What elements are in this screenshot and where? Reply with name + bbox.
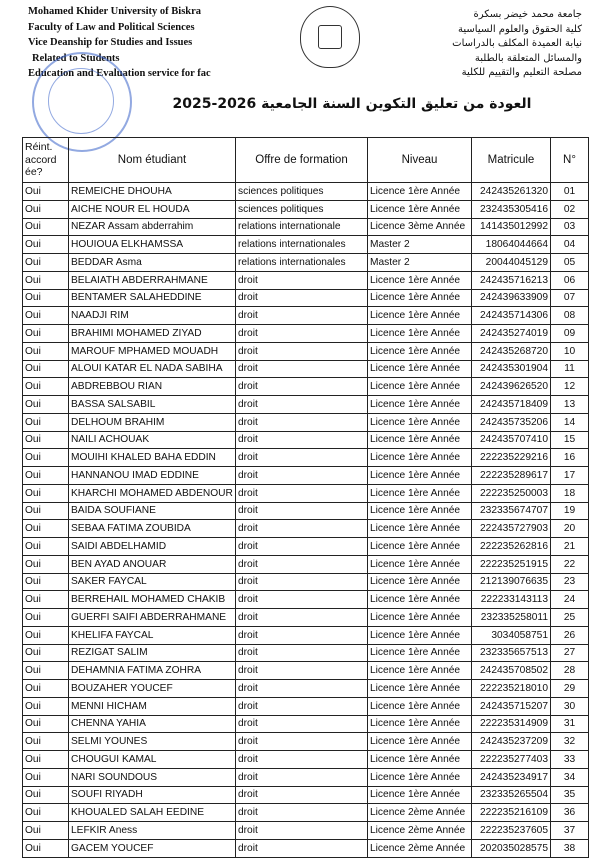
reint-cell: Oui: [23, 431, 69, 449]
offre-cell: droit: [236, 271, 368, 289]
niveau-cell: Licence 1ère Année: [368, 271, 472, 289]
matricule-cell: 242439633909: [472, 289, 551, 307]
niveau-cell: Licence 1ère Année: [368, 644, 472, 662]
student-name-cell: HANNANOU IMAD EDDINE: [69, 467, 236, 485]
header-left-line: Mohamed Khider University of Biskra: [28, 6, 202, 17]
reint-cell: Oui: [23, 609, 69, 627]
number-cell: 15: [551, 431, 589, 449]
matricule-cell: 242435261320: [472, 183, 551, 201]
reint-cell: Oui: [23, 822, 69, 840]
offre-cell: droit: [236, 591, 368, 609]
niveau-cell: Licence 1ère Année: [368, 520, 472, 538]
header-right-line: جامعة محمد خيضر بسكرة: [473, 9, 582, 20]
student-name-cell: HOUIOUA ELKHAMSSA: [69, 236, 236, 254]
niveau-cell: Licence 1ère Année: [368, 680, 472, 698]
reint-cell: Oui: [23, 555, 69, 573]
matricule-cell: 242435714306: [472, 307, 551, 325]
niveau-cell: Licence 1ère Année: [368, 626, 472, 644]
offre-cell: droit: [236, 662, 368, 680]
matricule-cell: 242435716213: [472, 271, 551, 289]
matricule-cell: 222235251915: [472, 555, 551, 573]
header-left-line: Faculty of Law and Political Sciences: [28, 21, 195, 33]
matricule-cell: 232335674707: [472, 502, 551, 520]
reint-cell: Oui: [23, 839, 69, 857]
student-name-cell: NAILI ACHOUAK: [69, 431, 236, 449]
student-name-cell: GUERFI SAIFI ABDERRAHMANE: [69, 609, 236, 627]
number-cell: 37: [551, 822, 589, 840]
number-cell: 22: [551, 555, 589, 573]
student-name-cell: BERREHAIL MOHAMED CHAKIB: [69, 591, 236, 609]
niveau-cell: Licence 1ère Année: [368, 467, 472, 485]
number-cell: 13: [551, 396, 589, 414]
student-name-cell: MENNI HICHAM: [69, 697, 236, 715]
table-row: [23, 254, 589, 272]
niveau-cell: Licence 1ère Année: [368, 484, 472, 502]
table-row: [23, 325, 589, 343]
number-cell: 33: [551, 751, 589, 769]
offre-cell: droit: [236, 804, 368, 822]
niveau-cell: Licence 1ère Année: [368, 378, 472, 396]
matricule-cell: 232335258011: [472, 609, 551, 627]
student-name-cell: SAKER FAYCAL: [69, 573, 236, 591]
offre-cell: droit: [236, 520, 368, 538]
offre-cell: droit: [236, 786, 368, 804]
table-row: [23, 467, 589, 485]
number-cell: 08: [551, 307, 589, 325]
table-row: [23, 804, 589, 822]
number-cell: 09: [551, 325, 589, 343]
reint-cell: Oui: [23, 484, 69, 502]
reint-cell: Oui: [23, 342, 69, 360]
student-name-cell: ALOUI KATAR EL NADA SABIHA: [69, 360, 236, 378]
matricule-cell: 222235250003: [472, 484, 551, 502]
reint-cell: Oui: [23, 378, 69, 396]
number-cell: 19: [551, 502, 589, 520]
reint-cell: Oui: [23, 289, 69, 307]
offre-cell: droit: [236, 609, 368, 627]
niveau-cell: Licence 1ère Année: [368, 413, 472, 431]
student-name-cell: KHELIFA FAYCAL: [69, 626, 236, 644]
student-name-cell: BENTAMER SALAHEDDINE: [69, 289, 236, 307]
offre-cell: droit: [236, 822, 368, 840]
niveau-cell: Licence 1ère Année: [368, 289, 472, 307]
table-row: [23, 644, 589, 662]
number-cell: 10: [551, 342, 589, 360]
document-title: العودة من تعليق التكوين السنة الجامعية 2026-2025: [172, 96, 532, 112]
offre-cell: droit: [236, 538, 368, 556]
number-cell: 23: [551, 573, 589, 591]
niveau-cell: Licence 1ère Année: [368, 715, 472, 733]
header-left-line: Related to Students: [32, 52, 120, 64]
offre-cell: droit: [236, 289, 368, 307]
university-header-right: [392, 8, 582, 81]
student-name-cell: REZIGAT SALIM: [69, 644, 236, 662]
niveau-cell: Licence 1ère Année: [368, 307, 472, 325]
niveau-cell: Licence 1ère Année: [368, 609, 472, 627]
matricule-cell: 202035028575: [472, 839, 551, 857]
number-cell: 38: [551, 839, 589, 857]
matricule-cell: 232435305416: [472, 200, 551, 218]
reint-cell: Oui: [23, 697, 69, 715]
matricule-cell: 232335265504: [472, 786, 551, 804]
col-offre-header: Offre de formation: [236, 138, 368, 183]
matricule-cell: 222235229216: [472, 449, 551, 467]
table-row: [23, 431, 589, 449]
student-name-cell: CHENNA YAHIA: [69, 715, 236, 733]
number-cell: 29: [551, 680, 589, 698]
number-cell: 01: [551, 183, 589, 201]
offre-cell: droit: [236, 751, 368, 769]
reint-cell: Oui: [23, 733, 69, 751]
table-row: [23, 715, 589, 733]
offre-cell: droit: [236, 307, 368, 325]
table-row: [23, 360, 589, 378]
matricule-cell: 222235262816: [472, 538, 551, 556]
table-row: [23, 573, 589, 591]
number-cell: 17: [551, 467, 589, 485]
student-name-cell: SELMI YOUNES: [69, 733, 236, 751]
header-right-line: كلية الحقوق والعلوم السياسية: [458, 23, 582, 35]
number-cell: 11: [551, 360, 589, 378]
matricule-cell: 242435301904: [472, 360, 551, 378]
table-header-row: [23, 138, 589, 183]
table-row: [23, 484, 589, 502]
student-name-cell: SAIDI ABDELHAMID: [69, 538, 236, 556]
table-row: [23, 271, 589, 289]
offre-cell: droit: [236, 502, 368, 520]
table-row: [23, 520, 589, 538]
offre-cell: droit: [236, 484, 368, 502]
offre-cell: droit: [236, 449, 368, 467]
matricule-cell: 232335657513: [472, 644, 551, 662]
reint-cell: Oui: [23, 236, 69, 254]
table-row: [23, 378, 589, 396]
reint-cell: Oui: [23, 325, 69, 343]
niveau-cell: Licence 1ère Année: [368, 555, 472, 573]
reint-cell: Oui: [23, 591, 69, 609]
number-cell: 24: [551, 591, 589, 609]
matricule-cell: 242435234917: [472, 768, 551, 786]
matricule-cell: 242435707410: [472, 431, 551, 449]
student-name-cell: SEBAA FATIMA ZOUBIDA: [69, 520, 236, 538]
table-row: [23, 396, 589, 414]
student-name-cell: BEDDAR Asma: [69, 254, 236, 272]
number-cell: 34: [551, 768, 589, 786]
header-right-line: مصلحة التعليم والتقييم للكلية: [461, 67, 582, 78]
student-name-cell: ABDREBBOU RIAN: [69, 378, 236, 396]
niveau-cell: Master 2: [368, 254, 472, 272]
offre-cell: sciences politiques: [236, 200, 368, 218]
table-row: [23, 307, 589, 325]
number-cell: 14: [551, 413, 589, 431]
number-cell: 26: [551, 626, 589, 644]
student-name-cell: DEHAMNIA FATIMA ZOHRA: [69, 662, 236, 680]
reint-cell: Oui: [23, 449, 69, 467]
students-table: [22, 137, 589, 858]
reint-cell: Oui: [23, 538, 69, 556]
offre-cell: droit: [236, 697, 368, 715]
niveau-cell: Licence 1ère Année: [368, 591, 472, 609]
student-name-cell: NEZAR Assam abderrahim: [69, 218, 236, 236]
matricule-cell: 222235237605: [472, 822, 551, 840]
offre-cell: droit: [236, 413, 368, 431]
col-niveau-header: Niveau: [368, 138, 472, 183]
niveau-cell: Licence 1ère Année: [368, 538, 472, 556]
matricule-cell: 242435718409: [472, 396, 551, 414]
reint-cell: Oui: [23, 751, 69, 769]
niveau-cell: Licence 1ère Année: [368, 733, 472, 751]
student-name-cell: KHOUALED SALAH EEDINE: [69, 804, 236, 822]
reint-cell: Oui: [23, 467, 69, 485]
table-row: [23, 342, 589, 360]
reint-cell: Oui: [23, 271, 69, 289]
student-name-cell: GACEM YOUCEF: [69, 839, 236, 857]
niveau-cell: Licence 1ère Année: [368, 751, 472, 769]
student-name-cell: KHARCHI MOHAMED ABDENOUR: [69, 484, 236, 502]
niveau-cell: Licence 1ère Année: [368, 431, 472, 449]
student-name-cell: CHOUGUI KAMAL: [69, 751, 236, 769]
matricule-cell: 222235216109: [472, 804, 551, 822]
number-cell: 03: [551, 218, 589, 236]
offre-cell: droit: [236, 396, 368, 414]
number-cell: 27: [551, 644, 589, 662]
student-name-cell: SOUFI RIYADH: [69, 786, 236, 804]
matricule-cell: 222235289617: [472, 467, 551, 485]
matricule-cell: 242439626520: [472, 378, 551, 396]
table-body: [23, 183, 589, 858]
col-reint-header: Réint. accord ée?: [23, 138, 69, 183]
table-row: [23, 449, 589, 467]
number-cell: 28: [551, 662, 589, 680]
student-name-cell: NARI SOUNDOUS: [69, 768, 236, 786]
matricule-cell: 222233143113: [472, 591, 551, 609]
matricule-cell: 222435727903: [472, 520, 551, 538]
reint-cell: Oui: [23, 715, 69, 733]
table-row: [23, 591, 589, 609]
offre-cell: relations internationale: [236, 218, 368, 236]
student-name-cell: AICHE NOUR EL HOUDA: [69, 200, 236, 218]
table-row: [23, 502, 589, 520]
header-right-line: والمسائل المتعلقة بالطلبة: [474, 52, 582, 64]
niveau-cell: Licence 2ème Année: [368, 839, 472, 857]
offre-cell: droit: [236, 431, 368, 449]
niveau-cell: Licence 1ère Année: [368, 449, 472, 467]
niveau-cell: Licence 1ère Année: [368, 786, 472, 804]
table-row: [23, 289, 589, 307]
number-cell: 02: [551, 200, 589, 218]
table-row: [23, 822, 589, 840]
reint-cell: Oui: [23, 662, 69, 680]
reint-cell: Oui: [23, 254, 69, 272]
offre-cell: droit: [236, 644, 368, 662]
table-row: [23, 538, 589, 556]
table-row: [23, 626, 589, 644]
number-cell: 06: [551, 271, 589, 289]
matricule-cell: 242435708502: [472, 662, 551, 680]
matricule-cell: 3034058751: [472, 626, 551, 644]
student-name-cell: BOUZAHER YOUCEF: [69, 680, 236, 698]
col-matricule-header: Matricule: [472, 138, 551, 183]
student-name-cell: NAADJI RIM: [69, 307, 236, 325]
reint-cell: Oui: [23, 680, 69, 698]
matricule-cell: 20044045129: [472, 254, 551, 272]
offre-cell: droit: [236, 715, 368, 733]
student-name-cell: MOUIHI KHALED BAHA EDDIN: [69, 449, 236, 467]
number-cell: 31: [551, 715, 589, 733]
matricule-cell: 242435237209: [472, 733, 551, 751]
number-cell: 21: [551, 538, 589, 556]
matricule-cell: 242435268720: [472, 342, 551, 360]
reint-cell: Oui: [23, 413, 69, 431]
reint-cell: Oui: [23, 218, 69, 236]
col-num-header: N°: [551, 138, 589, 183]
matricule-cell: 212139076635: [472, 573, 551, 591]
table-row: [23, 839, 589, 857]
header-left-line: Education and Evaluation service for fac: [28, 68, 211, 79]
student-name-cell: LEFKIR Aness: [69, 822, 236, 840]
reint-cell: Oui: [23, 573, 69, 591]
niveau-cell: Licence 1ère Année: [368, 697, 472, 715]
header-left-line: Vice Deanship for Studies and Issues: [28, 37, 193, 48]
student-name-cell: BELAIATH ABDERRAHMANE: [69, 271, 236, 289]
student-name-cell: BRAHIMI MOHAMED ZIYAD: [69, 325, 236, 343]
reint-cell: Oui: [23, 786, 69, 804]
table-row: [23, 218, 589, 236]
niveau-cell: Licence 2ème Année: [368, 822, 472, 840]
niveau-cell: Licence 1ère Année: [368, 200, 472, 218]
niveau-cell: Licence 1ère Année: [368, 360, 472, 378]
reint-cell: Oui: [23, 360, 69, 378]
table-row: [23, 786, 589, 804]
niveau-cell: Licence 1ère Année: [368, 662, 472, 680]
matricule-cell: 242435735206: [472, 413, 551, 431]
table-row: [23, 413, 589, 431]
niveau-cell: Licence 1ère Année: [368, 573, 472, 591]
niveau-cell: Licence 1ère Année: [368, 183, 472, 201]
niveau-cell: Licence 1ère Année: [368, 342, 472, 360]
offre-cell: droit: [236, 467, 368, 485]
reint-cell: Oui: [23, 520, 69, 538]
niveau-cell: Master 2: [368, 236, 472, 254]
matricule-cell: 222235277403: [472, 751, 551, 769]
number-cell: 20: [551, 520, 589, 538]
matricule-cell: 222235314909: [472, 715, 551, 733]
number-cell: 16: [551, 449, 589, 467]
university-logo: [300, 6, 360, 68]
table-row: [23, 555, 589, 573]
offre-cell: droit: [236, 680, 368, 698]
table-row: [23, 768, 589, 786]
number-cell: 35: [551, 786, 589, 804]
number-cell: 04: [551, 236, 589, 254]
offre-cell: droit: [236, 839, 368, 857]
reint-cell: Oui: [23, 626, 69, 644]
matricule-cell: 242435715207: [472, 697, 551, 715]
niveau-cell: Licence 1ère Année: [368, 396, 472, 414]
offre-cell: relations internationales: [236, 236, 368, 254]
number-cell: 18: [551, 484, 589, 502]
reint-cell: Oui: [23, 183, 69, 201]
niveau-cell: Licence 3ème Année: [368, 218, 472, 236]
number-cell: 25: [551, 609, 589, 627]
offre-cell: droit: [236, 325, 368, 343]
number-cell: 36: [551, 804, 589, 822]
number-cell: 30: [551, 697, 589, 715]
reint-cell: Oui: [23, 502, 69, 520]
reint-cell: Oui: [23, 307, 69, 325]
offre-cell: droit: [236, 733, 368, 751]
matricule-cell: 18064044664: [472, 236, 551, 254]
offre-cell: droit: [236, 626, 368, 644]
table-row: [23, 733, 589, 751]
offre-cell: droit: [236, 768, 368, 786]
offre-cell: droit: [236, 342, 368, 360]
matricule-cell: 141435012992: [472, 218, 551, 236]
matricule-cell: 222235218010: [472, 680, 551, 698]
niveau-cell: Licence 1ère Année: [368, 768, 472, 786]
table-row: [23, 236, 589, 254]
niveau-cell: Licence 1ère Année: [368, 502, 472, 520]
header-right-line: نيابة العميدة المكلف بالدراسات: [452, 38, 582, 49]
table-row: [23, 609, 589, 627]
reint-cell: Oui: [23, 644, 69, 662]
col-name-header: Nom étudiant: [69, 138, 236, 183]
number-cell: 12: [551, 378, 589, 396]
table-row: [23, 200, 589, 218]
niveau-cell: Licence 1ère Année: [368, 325, 472, 343]
table-row: [23, 183, 589, 201]
reint-cell: Oui: [23, 200, 69, 218]
student-name-cell: BAIDA SOUFIANE: [69, 502, 236, 520]
table-row: [23, 697, 589, 715]
offre-cell: sciences politiques: [236, 183, 368, 201]
offre-cell: droit: [236, 555, 368, 573]
student-name-cell: REMEICHE DHOUHA: [69, 183, 236, 201]
student-name-cell: MAROUF MPHAMED MOUADH: [69, 342, 236, 360]
offre-cell: droit: [236, 573, 368, 591]
table-row: [23, 680, 589, 698]
reint-cell: Oui: [23, 396, 69, 414]
offre-cell: relations internationales: [236, 254, 368, 272]
reint-cell: Oui: [23, 768, 69, 786]
number-cell: 07: [551, 289, 589, 307]
student-name-cell: DELHOUM BRAHIM: [69, 413, 236, 431]
number-cell: 32: [551, 733, 589, 751]
reint-cell: Oui: [23, 804, 69, 822]
table-row: [23, 751, 589, 769]
niveau-cell: Licence 2ème Année: [368, 804, 472, 822]
number-cell: 05: [551, 254, 589, 272]
table-row: [23, 662, 589, 680]
offre-cell: droit: [236, 378, 368, 396]
matricule-cell: 242435274019: [472, 325, 551, 343]
student-name-cell: BEN AYAD ANOUAR: [69, 555, 236, 573]
offre-cell: droit: [236, 360, 368, 378]
student-name-cell: BASSA SALSABIL: [69, 396, 236, 414]
